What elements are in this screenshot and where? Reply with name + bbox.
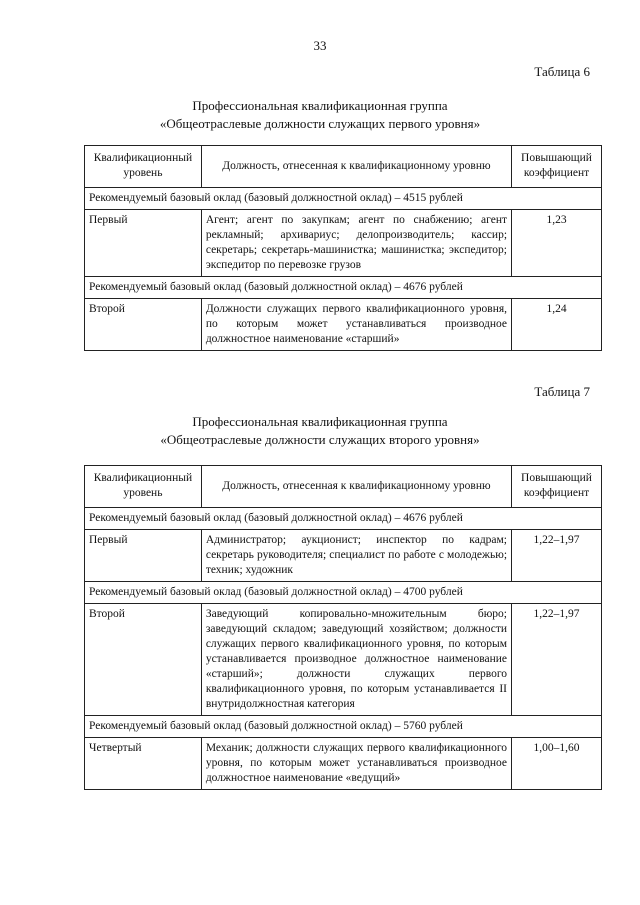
table-row bbox=[85, 210, 602, 277]
table-7-title-line2: «Общеотраслевые должности служащих второго уровня» bbox=[160, 432, 480, 447]
table-6-label: Таблица 6 bbox=[534, 64, 590, 79]
table-6-title bbox=[0, 97, 640, 133]
page-number: 33 bbox=[313, 38, 327, 53]
header-level: Квалификационный уровень bbox=[85, 146, 202, 188]
position-cell: Механик; должности служащих первого квалификационного уровня, по которым может устанавливаться производное должностное наименование «ведущий» bbox=[201, 738, 511, 790]
coefficient-cell: 1,23 bbox=[512, 210, 602, 277]
header-position: Должность, отнесенная к квалификационному уровню bbox=[201, 466, 511, 508]
table-row bbox=[85, 604, 602, 716]
table-7-title-line1: Профессиональная квалификационная группа bbox=[192, 414, 448, 429]
level-cell: Второй bbox=[85, 604, 202, 716]
coefficient-cell: 1,24 bbox=[512, 299, 602, 351]
base-salary-row bbox=[85, 508, 602, 530]
base-salary-row bbox=[85, 716, 602, 738]
table-7-label: Таблица 7 bbox=[534, 384, 590, 399]
position-cell: Должности служащих первого квалификационного уровня, по которым может устанавливаться производное должностное наименование «старший» bbox=[201, 299, 511, 351]
level-cell: Первый bbox=[85, 210, 202, 277]
position-cell: Заведующий копировально-множительным бюро; заведующий складом; заведующий хозяйством; должности служащих первого квалификационного уровня, по которым устанавливается производное должностное наименование «старший»; должности служащих первого квалификационного уровня, по которым устанавливается II внутридолжностная категория bbox=[201, 604, 511, 716]
level-cell: Второй bbox=[85, 299, 202, 351]
table-6 bbox=[84, 145, 602, 351]
table-7 bbox=[84, 465, 602, 790]
header-coefficient: Повышающий коэффициент bbox=[512, 146, 602, 188]
table-row bbox=[85, 738, 602, 790]
level-cell: Первый bbox=[85, 530, 202, 582]
base-salary-text: Рекомендуемый базовый оклад (базовый должностной оклад) – 4676 рублей bbox=[85, 277, 602, 299]
coefficient-cell: 1,00–1,60 bbox=[512, 738, 602, 790]
table-header-row bbox=[85, 146, 602, 188]
base-salary-row bbox=[85, 582, 602, 604]
level-cell: Четвертый bbox=[85, 738, 202, 790]
table-6-title-line2: «Общеотраслевые должности служащих первого уровня» bbox=[159, 116, 481, 131]
base-salary-text: Рекомендуемый базовый оклад (базовый должностной оклад) – 4515 рублей bbox=[85, 188, 602, 210]
table-row bbox=[85, 299, 602, 351]
header-coefficient: Повышающий коэффициент bbox=[512, 466, 602, 508]
base-salary-row bbox=[85, 188, 602, 210]
table-header-row bbox=[85, 466, 602, 508]
table-7-title bbox=[0, 413, 640, 449]
position-cell: Администратор; аукционист; инспектор по кадрам; секретарь руководителя; специалист по работе с молодежью; техник; художник bbox=[201, 530, 511, 582]
header-position: Должность, отнесенная к квалификационному уровню bbox=[201, 146, 511, 188]
base-salary-row bbox=[85, 277, 602, 299]
base-salary-text: Рекомендуемый базовый оклад (базовый должностной оклад) – 4700 рублей bbox=[85, 582, 602, 604]
table-row bbox=[85, 530, 602, 582]
position-cell: Агент; агент по закупкам; агент по снабжению; агент рекламный; архивариус; делопроизводитель; кассир; секретарь; секретарь-машинистка; машинистка; экспедитор; экспедитор по перевозке грузов bbox=[201, 210, 511, 277]
coefficient-cell: 1,22–1,97 bbox=[512, 530, 602, 582]
header-level: Квалификационный уровень bbox=[85, 466, 202, 508]
base-salary-text: Рекомендуемый базовый оклад (базовый должностной оклад) – 4676 рублей bbox=[85, 508, 602, 530]
coefficient-cell: 1,22–1,97 bbox=[512, 604, 602, 716]
table-6-title-line1: Профессиональная квалификационная группа bbox=[192, 98, 448, 113]
base-salary-text: Рекомендуемый базовый оклад (базовый должностной оклад) – 5760 рублей bbox=[85, 716, 602, 738]
